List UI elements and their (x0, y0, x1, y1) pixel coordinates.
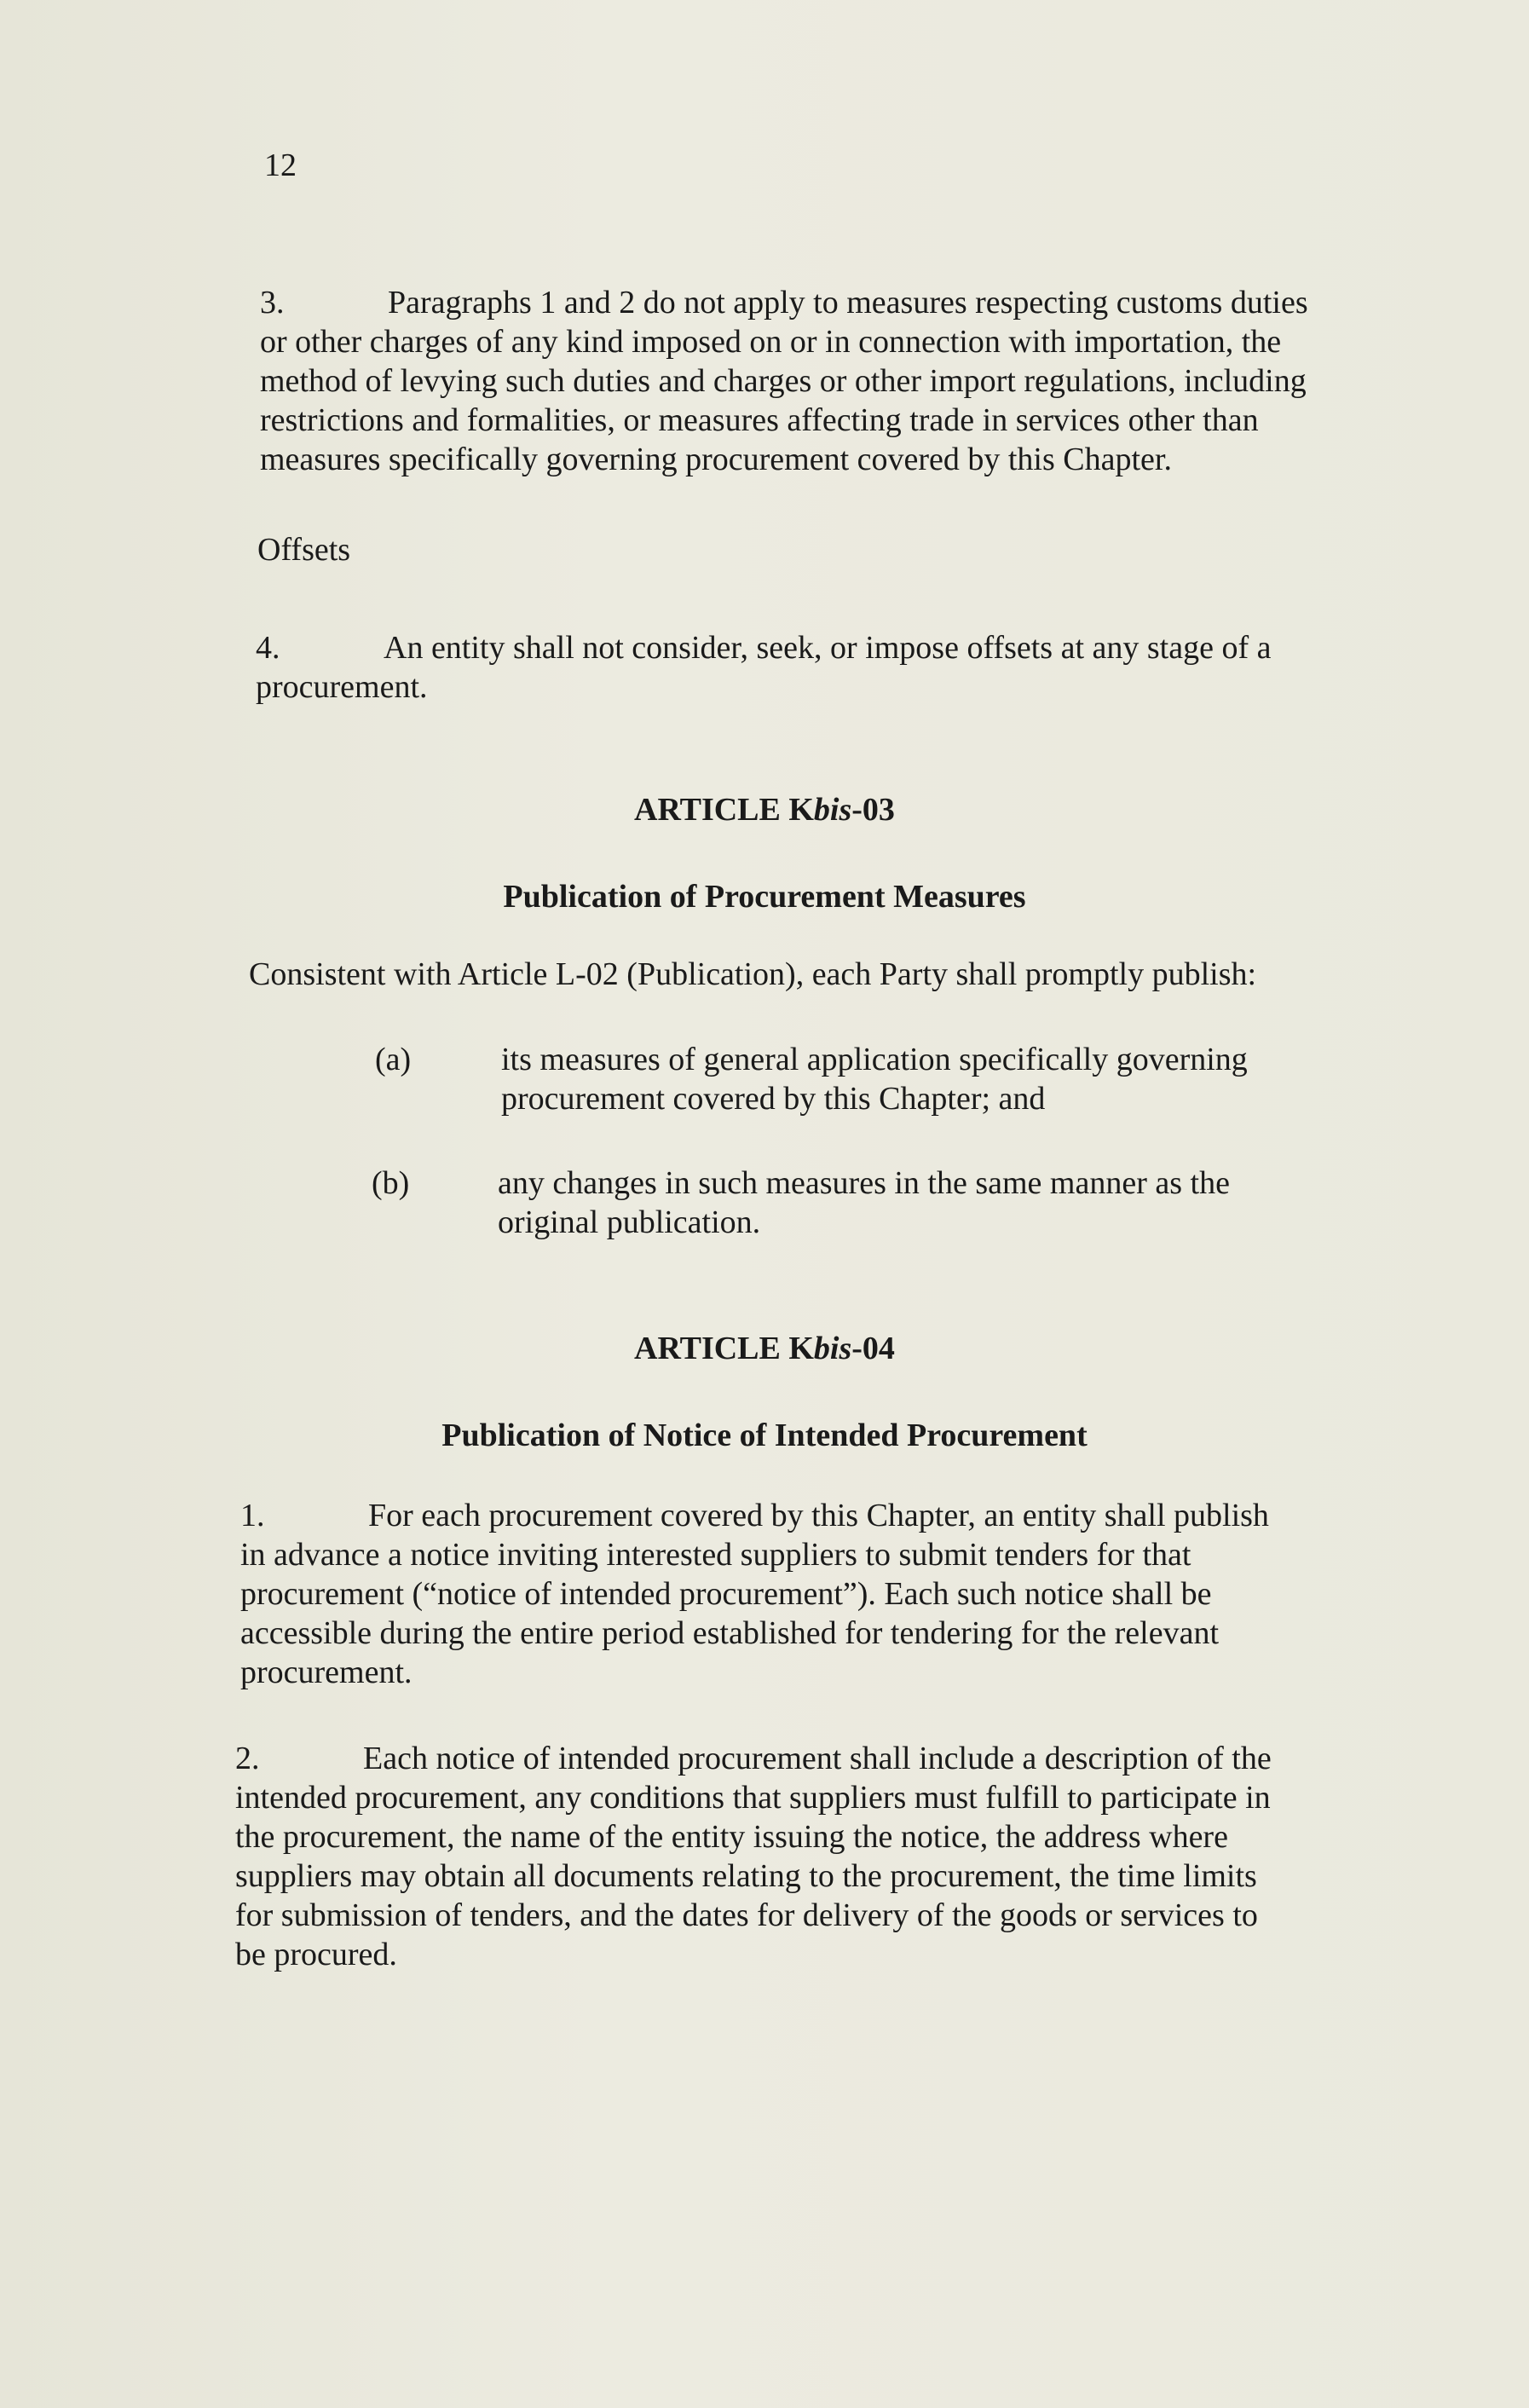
article-suffix: -04 (851, 1331, 895, 1366)
paragraph-line: be procured. (235, 1937, 397, 1972)
article-title: Publication of Notice of Intended Procurement (441, 1418, 1088, 1453)
paragraph-line: accessible during the entire period established for tendering for the relevant (240, 1615, 1219, 1651)
paragraph-line: intended procurement, any conditions that suppliers must fulfill to participate in (235, 1780, 1271, 1816)
article-intro: Consistent with Article L-02 (Publication), each Party shall promptly publish: (249, 956, 1257, 992)
list-item-line: procurement covered by this Chapter; and (501, 1081, 1046, 1117)
list-item (372, 1164, 1394, 1249)
paragraph-line: in advance a notice inviting interested suppliers to submit tenders for that (240, 1537, 1191, 1573)
paragraph-line: or other charges of any kind imposed on or in connection with importation, the (260, 324, 1282, 360)
paragraph-line: procurement. (240, 1654, 413, 1690)
article-prefix: ARTICLE K (634, 1331, 814, 1366)
list-item-line: its measures of general application specifically governing (501, 1042, 1248, 1077)
paragraph-number: 3. (260, 285, 285, 320)
list-item-label: (b) (372, 1165, 410, 1201)
paragraph-4 (256, 628, 1432, 707)
paragraph-line (256, 628, 1432, 667)
paragraph-line (235, 1739, 1437, 1778)
paragraph-text: An entity shall not consider, seek, or impose offsets at any stage of a (384, 630, 1272, 666)
list-item (375, 1040, 1398, 1125)
paragraph-number: 4. (256, 630, 280, 666)
list-item-line: any changes in such measures in the same manner as the (498, 1165, 1230, 1201)
article-prefix: ARTICLE K (634, 792, 814, 828)
paragraph-text: For each procurement covered by this Chapter, an entity shall publish (368, 1498, 1269, 1533)
article-heading (0, 1330, 1529, 1367)
article-title: Publication of Procurement Measures (503, 879, 1026, 915)
paragraph-3 (260, 283, 1436, 479)
list-item-text (501, 1040, 1353, 1118)
paragraph-line (260, 283, 1436, 322)
paragraph-line: method of levying such duties and charges or other import regulations, including (260, 363, 1307, 399)
article-suffix: -03 (851, 792, 895, 828)
paragraph-line: measures specifically governing procurement covered by this Chapter. (260, 442, 1172, 477)
paragraph-number: 1. (240, 1498, 265, 1533)
list-item-text (498, 1164, 1350, 1242)
paragraph-line: procurement. (256, 669, 428, 705)
paragraph-1 (240, 1496, 1434, 1692)
paragraph-line: for submission of tenders, and the dates for delivery of the goods or services to (235, 1897, 1258, 1933)
list-item-line: original publication. (498, 1204, 761, 1240)
paragraph-line: suppliers may obtain all documents relating to the procurement, the time limits (235, 1858, 1257, 1894)
page-number: 12 (264, 147, 297, 183)
list-item-label: (a) (375, 1042, 412, 1077)
paragraph-number: 2. (235, 1741, 260, 1776)
article-italic: bis (813, 1331, 852, 1366)
paragraph-text: Paragraphs 1 and 2 do not apply to measures respecting customs duties (388, 285, 1308, 320)
paragraph-text: Each notice of intended procurement shall include a description of the (363, 1741, 1272, 1776)
paragraph-2 (235, 1739, 1437, 1974)
article-italic: bis (813, 792, 852, 828)
offsets-subheading: Offsets (257, 532, 351, 568)
paragraph-line: the procurement, the name of the entity issuing the notice, the address where (235, 1819, 1228, 1855)
article-heading (0, 791, 1529, 829)
paragraph-line: procurement (“notice of intended procurement”). Each such notice shall be (240, 1576, 1212, 1612)
paragraph-line (240, 1496, 1434, 1535)
paragraph-line: restrictions and formalities, or measures affecting trade in services other than (260, 402, 1259, 438)
